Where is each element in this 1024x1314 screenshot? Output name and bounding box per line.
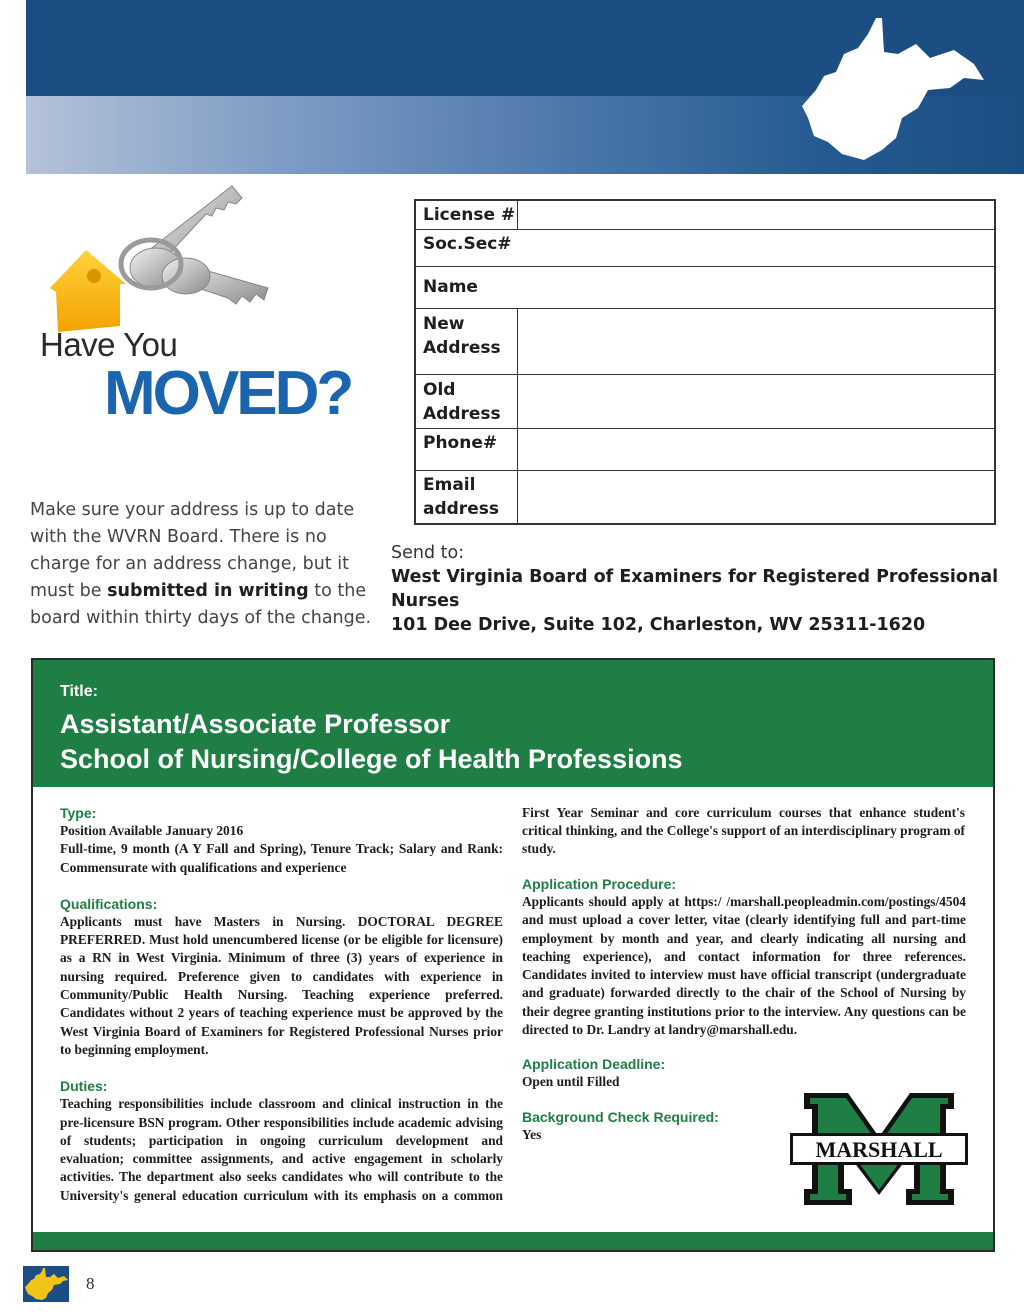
email-label-line1: Email	[423, 475, 476, 495]
new-address-label-line1: New	[423, 314, 465, 334]
license-field[interactable]	[518, 201, 994, 229]
background-check-heading: Background Check Required:	[522, 1108, 719, 1125]
type-line1: Position Available January 2016	[60, 823, 244, 838]
ssn-label: Soc.Sec#	[423, 234, 512, 254]
job-posting	[31, 658, 995, 1252]
new-address-field[interactable]	[518, 309, 994, 374]
marshall-logo	[790, 1091, 968, 1207]
top-banner	[26, 0, 1024, 174]
send-to-org-line2: Nurses	[391, 591, 460, 611]
qualifications-heading: Qualifications:	[60, 895, 158, 912]
intro-emphasis: submitted in writing	[107, 581, 309, 601]
old-address-label-line1: Old	[423, 380, 456, 400]
name-row	[416, 267, 994, 309]
new-address-label	[416, 309, 518, 374]
email-label	[416, 471, 518, 523]
duties-text-continued	[522, 804, 966, 859]
ssn-row	[416, 230, 994, 267]
email-label-line2: address	[423, 499, 499, 519]
old-address-label-line2: Address	[423, 404, 501, 424]
send-to-address: 101 Dee Drive, Suite 102, Charleston, WV 25311-1620	[391, 615, 926, 635]
job-header	[33, 660, 993, 787]
intro-text-after: to the board within thirty days of the change.	[30, 581, 372, 628]
old-address-row	[416, 375, 994, 429]
send-to-label: Send to:	[391, 543, 465, 563]
application-text: Applicants should apply at https:/ /marshall.peopleadmin.com/postings/4504 and must upload a cover letter, vitae (clearly identifying full and part-time employment by month and year, and clearly indicating all nursing and teaching experience), and contact information for three references. Candidates invited to interview must have official transcript (undergraduate and graduate) forwarded directly to the chair of the School of Nursing by their degree granting institutions prior to the interview. Any questions can be directed to Dr. Landry at landry@marshall.edu.	[522, 894, 966, 1038]
license-row	[416, 201, 994, 230]
type-line2: Full-time, 9 month (A Y Fall and Spring), Tenure Track; Salary and Rank: Commensurate with qualifications and experience	[60, 841, 503, 875]
title-line-1: Have You	[40, 326, 178, 363]
job-left-column	[60, 804, 503, 1205]
job-footer-band	[33, 1232, 993, 1250]
deadline-text: Open until Filled	[522, 1074, 620, 1090]
page-number: 8	[86, 1274, 95, 1293]
type-heading: Type:	[60, 805, 97, 821]
phone-field[interactable]	[518, 429, 994, 470]
send-to-org-line1: West Virginia Board of Examiners for Registered Professional	[391, 567, 999, 587]
job-title-line1: Assistant/Associate Professor	[60, 709, 451, 739]
deadline-heading: Application Deadline:	[522, 1056, 666, 1073]
phone-row	[416, 429, 994, 471]
intro-paragraph	[30, 497, 380, 632]
name-label: Name	[423, 277, 478, 297]
have-you-moved-title	[40, 326, 352, 428]
job-title	[60, 707, 683, 777]
new-address-row	[416, 309, 994, 375]
west-virginia-footer-icon	[23, 1266, 69, 1302]
duties-heading: Duties:	[60, 1078, 108, 1095]
title-line-2: MOVED?	[104, 359, 352, 428]
email-row	[416, 471, 994, 523]
phone-label: Phone#	[416, 429, 518, 470]
marshall-logo-text: MARSHALL	[815, 1137, 943, 1162]
new-address-label-line2: Address	[423, 338, 501, 358]
west-virginia-map-icon	[798, 14, 988, 164]
job-title-label: Title:	[60, 683, 98, 700]
job-title-line2: School of Nursing/College of Health Professions	[60, 744, 683, 774]
background-check-text: Yes	[522, 1126, 542, 1142]
duties-text: Teaching responsibilities include classroom and clinical instruction in the pre-licensure BSN program. Other responsibilities include academic advising of students; participation in ongoing curriculum development and evaluation; committee assignments, and active engagement in scholarly activities. The department also seeks candidates who will contribute to the University's general education curriculum with its emphasis on a common	[60, 1096, 503, 1203]
application-heading: Application Procedure:	[522, 876, 677, 892]
old-address-label	[416, 375, 518, 428]
email-field[interactable]	[518, 471, 994, 523]
intro-text-before: Make sure your address is up to date with the WVRN Board. There is no charge for an address change, but it must be	[30, 500, 355, 601]
qualifications-text: Applicants must have Masters in Nursing. DOCTORAL DEGREE PREFERRED. Must hold unencumbered license (or be eligible for licensure) as a RN in West Virginia. Minimum of three (3) years of experience in nursing required. Preference given to candidates with experience in Community/Public Health Nursing. Teaching experience preferred. Candidates without 2 years of teaching experience must be approved by the West Virginia Board of Examiners for Registered Professional Nurses prior to beginning employment.	[60, 913, 503, 1057]
license-label: License #	[416, 201, 518, 229]
send-to-block	[391, 541, 1001, 637]
house-keys-illustration	[36, 176, 306, 346]
old-address-field[interactable]	[518, 375, 994, 428]
address-change-form	[414, 199, 996, 525]
duties-continuation: First Year Seminar and core curriculum courses that enhance student's critical thinking, and the College's support of an interdisciplinary program of study.	[522, 804, 965, 857]
